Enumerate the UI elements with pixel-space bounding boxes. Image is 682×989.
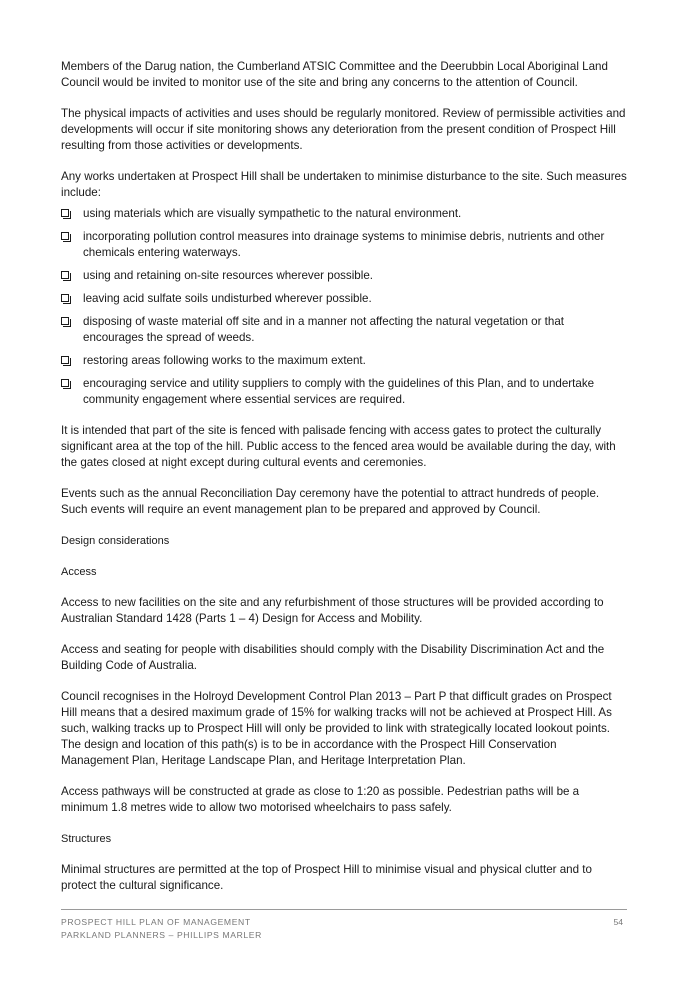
paragraph-access-pathways: Access pathways will be constructed at grade as close to 1:20 as possible. Pedestrian paths will be a minimum 1.8 metres wide to allow two motorised wheelchairs to pass safely.: [61, 785, 580, 814]
list-item: incorporating pollution control measures into drainage systems to minimise debris, nutrients and other chemicals entering waterways.: [61, 229, 627, 261]
paragraph-physical-impacts: The physical impacts of activities and uses should be regularly monitored. Review of permissible activities and developments will occur if site monitoring shows any deterioration from the present condition of Prospect Hill resulting from those activities or developments.: [61, 107, 626, 152]
checkbox-bullet-icon: [61, 317, 69, 325]
list-item: encouraging service and utility suppliers to comply with the guidelines of this Plan, and to undertake community engagement where essential services are required.: [61, 376, 627, 408]
heading-access: Access: [61, 566, 97, 578]
checkbox-bullet-icon: [61, 294, 69, 302]
heading-design-considerations: Design considerations: [61, 535, 170, 547]
list-item: leaving acid sulfate soils undisturbed wherever possible.: [61, 291, 627, 307]
page-footer: [61, 916, 627, 942]
measures-list: [61, 206, 627, 408]
paragraph-works-intro: Any works undertaken at Prospect Hill shall be undertaken to minimise disturbance to the site. Such measures include:: [61, 170, 627, 199]
list-item: using materials which are visually sympathetic to the natural environment.: [61, 206, 627, 222]
list-item: using and retaining on-site resources wherever possible.: [61, 268, 627, 284]
checkbox-bullet-icon: [61, 209, 69, 217]
paragraph-australian-standard: Access to new facilities on the site and any refurbishment of those structures will be provided according to Australian Standard 1428 (Parts 1 – 4) Design for Access and Mobility.: [61, 596, 604, 625]
checkbox-bullet-icon: [61, 356, 69, 364]
paragraph-disability-access: Access and seating for people with disabilities should comply with the Disability Discrimination Act and the Building Code of Australia.: [61, 643, 605, 672]
footer-authors: PARKLAND PLANNERS – PHILLIPS MARLER: [61, 930, 262, 940]
page-body: [61, 59, 627, 909]
page-number: 54: [613, 917, 623, 927]
checkbox-bullet-icon: [61, 271, 69, 279]
checkbox-bullet-icon: [61, 232, 69, 240]
checkbox-bullet-icon: [61, 379, 69, 387]
paragraph-walking-tracks: Council recognises in the Holroyd Development Control Plan 2013 – Part P that difficult grades on Prospect Hill means that a desired maximum grade of 15% for walking tracks will not be achieved at Prospect Hill. As such, walking tracks up to Prospect Hill will only be provided to link with strategically located lookout points. The design and location of this path(s) is to be in accordance with the Prospect Hill Conservation Management Plan, Heritage Landscape Plan, and Heritage Interpretation Plan.: [61, 690, 612, 767]
heading-structures: Structures: [61, 833, 112, 845]
list-item: disposing of waste material off site and in a manner not affecting the natural vegetation or that encourages the spread of weeds.: [61, 314, 627, 346]
list-item: restoring areas following works to the maximum extent.: [61, 353, 627, 369]
footer-divider: [61, 909, 627, 910]
paragraph-fencing: It is intended that part of the site is fenced with palisade fencing with access gates to protect the culturally significant area at the top of the hill. Public access to the fenced area would be available during the day, with the gates closed at night except during cultural events and ceremonies.: [61, 424, 616, 469]
paragraph-monitoring-groups: Members of the Darug nation, the Cumberland ATSIC Committee and the Deerubbin Local Aboriginal Land Council would be invited to monitor use of the site and bring any concerns to the attention of Council.: [61, 60, 608, 89]
footer-document-title: PROSPECT HILL PLAN OF MANAGEMENT: [61, 917, 251, 927]
paragraph-events: Events such as the annual Reconciliation Day ceremony have the potential to attract hundreds of people. Such events will require an event management plan to be prepared and approved by Council.: [61, 487, 600, 516]
paragraph-minimal-structures: Minimal structures are permitted at the top of Prospect Hill to minimise visual and physical clutter and to protect the cultural significance.: [61, 863, 592, 892]
